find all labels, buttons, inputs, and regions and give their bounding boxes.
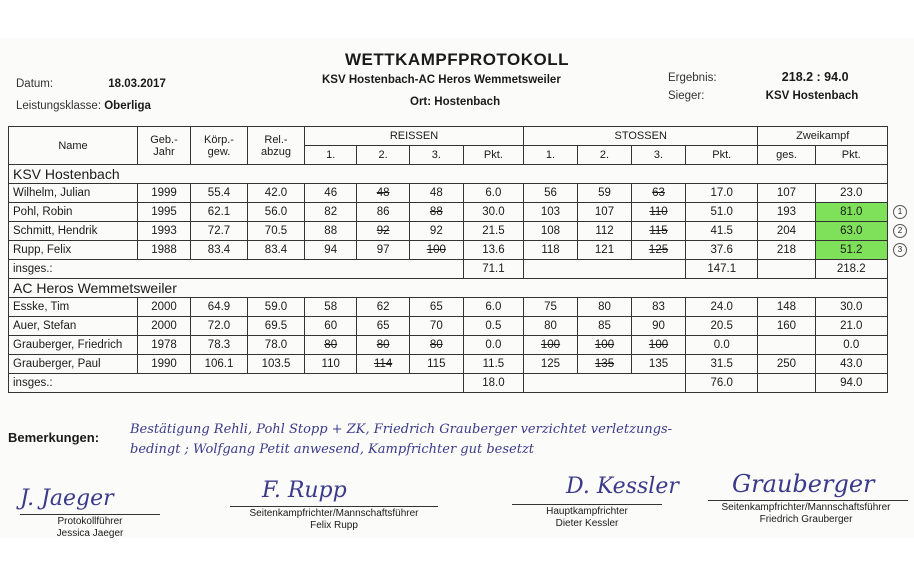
cj-2: 135 — [578, 355, 632, 374]
cj-2: 85 — [578, 317, 632, 336]
snatch-1: 80 — [305, 336, 357, 355]
birth-year: 2000 — [138, 298, 191, 317]
rel-deduction: 78.0 — [248, 336, 305, 355]
cj-2: 107 — [578, 203, 632, 222]
athlete-name: Esske, Tim — [9, 298, 138, 317]
biathlon-total: 193 — [758, 203, 815, 222]
team-sum-row — [9, 374, 888, 393]
snatch-3: 48 — [409, 184, 463, 203]
cj-1: 80 — [523, 317, 577, 336]
cj-3: 115 — [632, 222, 686, 241]
athlete-name: Grauberger, Friedrich — [9, 336, 138, 355]
cj-points: 31.5 — [686, 355, 758, 374]
col-snatch-1: 1. — [305, 146, 357, 165]
cj-3: 63 — [632, 184, 686, 203]
col-cj-1: 1. — [523, 146, 577, 165]
signature-4: Grauberger — [732, 470, 875, 498]
biathlon-points: 81.0 1 — [815, 203, 887, 222]
biathlon-points: 23.0 — [815, 184, 887, 203]
col-cj-3: 3. — [632, 146, 686, 165]
team-header — [9, 165, 888, 184]
biathlon-total — [758, 336, 815, 355]
snatch-points: 30.0 — [463, 203, 523, 222]
snatch-2: 48 — [357, 184, 409, 203]
body-weight: 72.7 — [191, 222, 248, 241]
col-name: Name — [9, 127, 138, 165]
athlete-row — [9, 298, 888, 317]
birth-year: 1999 — [138, 184, 191, 203]
athlete-name: Rupp, Felix — [9, 241, 138, 260]
winner-value: KSV Hostenbach — [765, 90, 859, 102]
snatch-2: 86 — [357, 203, 409, 222]
sum-spacer — [758, 374, 815, 393]
birth-year: 1988 — [138, 241, 191, 260]
rel-deduction: 69.5 — [248, 317, 305, 336]
sum-snatch: 18.0 — [463, 374, 523, 393]
biathlon-total: 107 — [758, 184, 815, 203]
snatch-2: 65 — [357, 317, 409, 336]
snatch-points: 21.5 — [463, 222, 523, 241]
cj-2: 80 — [578, 298, 632, 317]
snatch-2: 114 — [357, 355, 409, 374]
col-rel-deduction: Rel.- abzug — [248, 127, 305, 165]
venue: Ort: Hostenbach — [410, 96, 501, 108]
biathlon-points: 43.0 — [815, 355, 887, 374]
snatch-1: 58 — [305, 298, 357, 317]
remarks-line-2: bedingt ; Wolfgang Petit anwesend, Kampfrichter gut besetzt — [130, 442, 535, 457]
biathlon-total: 204 — [758, 222, 815, 241]
team-header — [9, 279, 888, 298]
cj-1: 118 — [523, 241, 577, 260]
snatch-2: 97 — [357, 241, 409, 260]
cj-2: 121 — [578, 241, 632, 260]
date-label: Datum: — [16, 78, 54, 90]
body-weight: 78.3 — [191, 336, 248, 355]
athlete-name: Grauberger, Paul — [9, 355, 138, 374]
snatch-2: 62 — [357, 298, 409, 317]
remarks-label: Bemerkungen: — [8, 430, 100, 445]
col-clean-jerk: STOSSEN — [523, 127, 757, 146]
sum-clean-jerk: 76.0 — [686, 374, 758, 393]
snatch-3: 80 — [409, 336, 463, 355]
cj-2: 100 — [578, 336, 632, 355]
athlete-row — [9, 336, 888, 355]
cj-3: 110 — [632, 203, 686, 222]
cj-2: 112 — [578, 222, 632, 241]
col-biathlon: Zweikampf — [758, 127, 888, 146]
sig-caption-1: Protokollführer Jessica Jaeger — [56, 516, 124, 539]
snatch-2: 80 — [357, 336, 409, 355]
rel-deduction: 83.4 — [248, 241, 305, 260]
snatch-3: 65 — [409, 298, 463, 317]
snatch-1: 94 — [305, 241, 357, 260]
signature-3: D. Kessler — [566, 474, 679, 499]
winner-label: Sieger: — [668, 90, 705, 102]
cj-2: 59 — [578, 184, 632, 203]
athlete-row — [9, 203, 888, 222]
col-body-weight: Körp.- gew. — [191, 127, 248, 165]
class-value: Oberliga — [104, 100, 151, 112]
sum-label: insges.: — [9, 260, 464, 279]
sum-spacer — [758, 260, 815, 279]
sum-clean-jerk: 147.1 — [686, 260, 758, 279]
snatch-points: 6.0 — [463, 184, 523, 203]
rank-mark: 3 — [893, 243, 907, 257]
body-weight: 83.4 — [191, 241, 248, 260]
cj-points: 20.5 — [686, 317, 758, 336]
cj-points: 41.5 — [686, 222, 758, 241]
winner-field — [668, 90, 858, 102]
cj-points: 17.0 — [686, 184, 758, 203]
body-weight: 64.9 — [191, 298, 248, 317]
cj-points: 51.0 — [686, 203, 758, 222]
snatch-3: 115 — [409, 355, 463, 374]
cj-1: 108 — [523, 222, 577, 241]
protocol-sheet — [0, 38, 914, 538]
athlete-row — [9, 184, 888, 203]
birth-year: 1978 — [138, 336, 191, 355]
signature-2: F. Rupp — [262, 478, 347, 503]
athlete-name: Schmitt, Hendrik — [9, 222, 138, 241]
cj-3: 135 — [632, 355, 686, 374]
cj-1: 56 — [523, 184, 577, 203]
athlete-row — [9, 222, 888, 241]
sig-caption-4: Seitenkampfrichter/Mannschaftsführer Friedrich Grauberger — [721, 502, 891, 525]
sum-total: 218.2 — [815, 260, 887, 279]
sig-caption-2: Seitenkampfrichter/Mannschaftsführer Felix Rupp — [249, 508, 419, 531]
birth-year: 1995 — [138, 203, 191, 222]
team-sum-row — [9, 260, 888, 279]
sig-line-3 — [512, 504, 662, 505]
results-table — [8, 126, 903, 393]
protocol-title: WETTKAMPFPROTOKOLL — [345, 50, 569, 69]
athlete-name: Pohl, Robin — [9, 203, 138, 222]
sig-caption-3: Hauptkampfrichter Dieter Kessler — [546, 506, 628, 529]
snatch-1: 46 — [305, 184, 357, 203]
snatch-2: 92 — [357, 222, 409, 241]
cj-1: 125 — [523, 355, 577, 374]
body-weight: 62.1 — [191, 203, 248, 222]
body-weight: 72.0 — [191, 317, 248, 336]
snatch-1: 60 — [305, 317, 357, 336]
biathlon-points: 30.0 — [815, 298, 887, 317]
snatch-1: 82 — [305, 203, 357, 222]
snatch-1: 88 — [305, 222, 357, 241]
snatch-1: 110 — [305, 355, 357, 374]
cj-3: 100 — [632, 336, 686, 355]
snatch-points: 6.0 — [463, 298, 523, 317]
birth-year: 1993 — [138, 222, 191, 241]
col-snatch: REISSEN — [305, 127, 524, 146]
sum-spacer — [523, 374, 685, 393]
snatch-3: 100 — [409, 241, 463, 260]
match-title: KSV Hostenbach-AC Heros Wemmetsweiler — [322, 74, 561, 86]
snatch-points: 11.5 — [463, 355, 523, 374]
rank-mark: 1 — [893, 205, 907, 219]
team-name: AC Heros Wemmetsweiler — [9, 279, 888, 298]
col-cj-2: 2. — [578, 146, 632, 165]
col-snatch-3: 3. — [409, 146, 463, 165]
cj-3: 83 — [632, 298, 686, 317]
biathlon-points: 21.0 — [815, 317, 887, 336]
result-field — [668, 70, 849, 84]
date-field — [16, 78, 166, 90]
cj-1: 100 — [523, 336, 577, 355]
snatch-points: 0.5 — [463, 317, 523, 336]
athlete-name: Wilhelm, Julian — [9, 184, 138, 203]
team-name: KSV Hostenbach — [9, 165, 888, 184]
biathlon-total: 148 — [758, 298, 815, 317]
sum-label: insges.: — [9, 374, 464, 393]
col-cj-points: Pkt. — [686, 146, 758, 165]
signature-1: J. Jaeger — [20, 486, 114, 511]
col-birth-year: Geb.- Jahr — [138, 127, 191, 165]
snatch-3: 92 — [409, 222, 463, 241]
rank-mark: 2 — [893, 224, 907, 238]
body-weight: 55.4 — [191, 184, 248, 203]
cj-1: 103 — [523, 203, 577, 222]
sig-line-4 — [708, 500, 908, 501]
biathlon-points: 51.2 3 — [815, 241, 887, 260]
cj-3: 90 — [632, 317, 686, 336]
athlete-name: Auer, Stefan — [9, 317, 138, 336]
biathlon-total: 218 — [758, 241, 815, 260]
remarks-line-1: Bestätigung Rehli, Pohl Stopp + ZK, Friedrich Grauberger verzichtet verletzungs- — [130, 422, 673, 437]
rel-deduction: 56.0 — [248, 203, 305, 222]
snatch-points: 13.6 — [463, 241, 523, 260]
rel-deduction: 70.5 — [248, 222, 305, 241]
sum-snatch: 71.1 — [463, 260, 523, 279]
cj-1: 75 — [523, 298, 577, 317]
class-label: Leistungsklasse: — [16, 100, 102, 112]
biathlon-points: 63.0 2 — [815, 222, 887, 241]
sig-line-2 — [230, 506, 438, 507]
biathlon-total: 250 — [758, 355, 815, 374]
biathlon-total: 160 — [758, 317, 815, 336]
birth-year: 2000 — [138, 317, 191, 336]
body-weight: 106.1 — [191, 355, 248, 374]
sum-spacer — [523, 260, 685, 279]
cj-points: 37.6 — [686, 241, 758, 260]
col-snatch-points: Pkt. — [463, 146, 523, 165]
cj-points: 0.0 — [686, 336, 758, 355]
result-value: 218.2 : 94.0 — [781, 70, 849, 84]
sum-total: 94.0 — [815, 374, 887, 393]
col-total: ges. — [758, 146, 815, 165]
athlete-row — [9, 317, 888, 336]
class-field — [16, 100, 151, 112]
biathlon-points: 0.0 — [815, 336, 887, 355]
birth-year: 1990 — [138, 355, 191, 374]
rel-deduction: 42.0 — [248, 184, 305, 203]
athlete-row — [9, 355, 888, 374]
col-snatch-2: 2. — [357, 146, 409, 165]
cj-points: 24.0 — [686, 298, 758, 317]
snatch-3: 70 — [409, 317, 463, 336]
date-value: 18.03.2017 — [108, 78, 166, 90]
col-biathlon-points: Pkt. — [815, 146, 887, 165]
snatch-points: 0.0 — [463, 336, 523, 355]
sig-line-1 — [20, 514, 160, 515]
athlete-row — [9, 241, 888, 260]
rel-deduction: 103.5 — [248, 355, 305, 374]
cj-3: 125 — [632, 241, 686, 260]
rel-deduction: 59.0 — [248, 298, 305, 317]
result-label: Ergebnis: — [668, 72, 717, 84]
snatch-3: 88 — [409, 203, 463, 222]
